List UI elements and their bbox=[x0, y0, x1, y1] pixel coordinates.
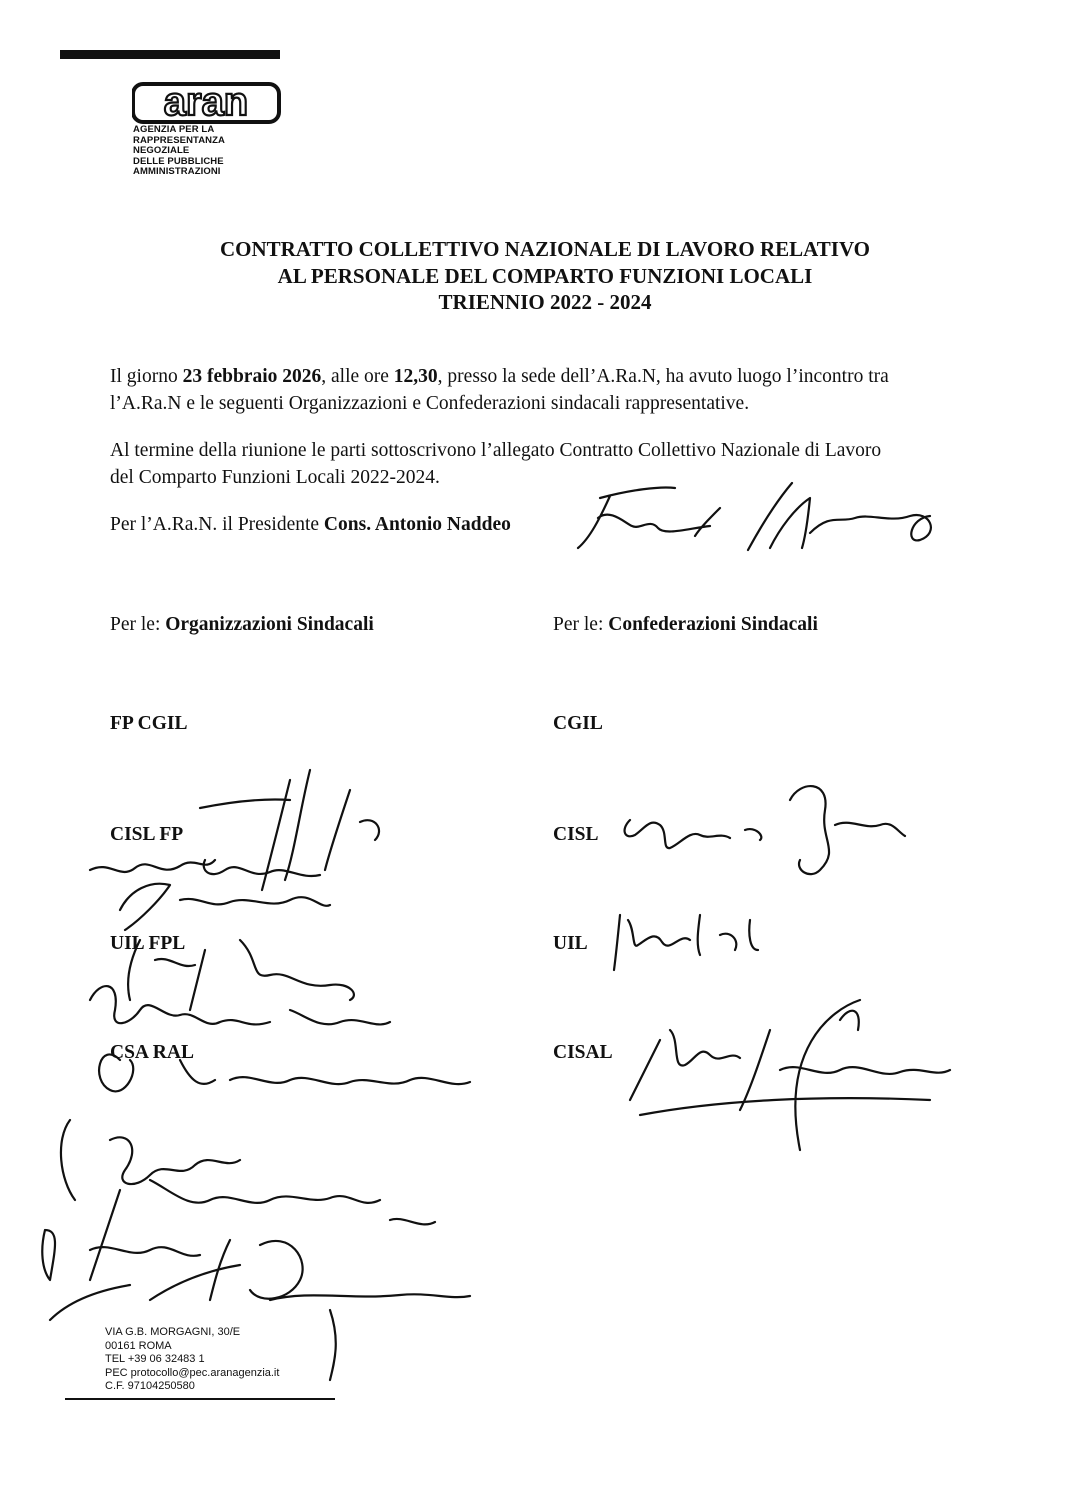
agency-line: RAPPRESENTANZA bbox=[133, 134, 226, 146]
agency-line: AGENZIA PER LA bbox=[133, 124, 215, 135]
confederation-cisl: CISL bbox=[553, 824, 599, 845]
meeting-date: 23 febbraio 2026 bbox=[182, 366, 322, 387]
left-column-heading bbox=[110, 614, 374, 636]
confederation-cisal: CISAL bbox=[553, 1042, 613, 1063]
union-csa-ral: CSA RAL bbox=[110, 1042, 194, 1063]
intro-paragraph bbox=[110, 364, 990, 417]
heading-prefix: Per le: bbox=[110, 614, 166, 635]
union-uil-fpl: UIL FPL bbox=[110, 933, 186, 954]
agency-line: NEGOZIALE bbox=[133, 145, 190, 156]
header-rule bbox=[60, 50, 280, 59]
confederation-uil: UIL bbox=[553, 933, 588, 954]
heading-text: Organizzazioni Sindacali bbox=[165, 614, 374, 635]
intro-text: Il giorno bbox=[110, 366, 183, 387]
union-fp-cgil: FP CGIL bbox=[110, 713, 188, 734]
closing-text: del Comparto Funzioni Locali 2022-2024. bbox=[110, 466, 440, 488]
agency-line: AMMINISTRAZIONI bbox=[133, 166, 221, 177]
logo-text: aran bbox=[163, 80, 249, 124]
heading-text: Confederazioni Sindacali bbox=[608, 614, 818, 635]
document-title bbox=[110, 236, 980, 316]
footer-line: TEL +39 06 32483 1 bbox=[105, 1353, 205, 1365]
title-line-2: AL PERSONALE DEL COMPARTO FUNZIONI LOCALI bbox=[277, 263, 813, 288]
title-line-1: CONTRATTO COLLETTIVO NAZIONALE DI LAVORO RELATIVO bbox=[219, 237, 871, 261]
footer-line: 00161 ROMA bbox=[105, 1339, 172, 1352]
president-name: Cons. Antonio Naddeo bbox=[323, 514, 511, 535]
heading-prefix: Per le: bbox=[553, 614, 609, 635]
president-signature bbox=[570, 478, 950, 558]
agency-line: DELLE PUBBLICHE bbox=[133, 155, 224, 167]
union-cisl-fp: CISL FP bbox=[110, 824, 184, 845]
title-line-3: TRIENNIO 2022 - 2024 bbox=[438, 290, 652, 314]
meeting-time: 12,30 bbox=[393, 366, 438, 387]
confederation-cgil: CGIL bbox=[553, 713, 603, 734]
footer-line: C.F. 97104250580 bbox=[105, 1380, 195, 1392]
agency-name bbox=[133, 125, 225, 178]
intro-text: l’A.Ra.N e le seguenti Organizzazioni e Confederazioni sindacali rappresentative. bbox=[110, 392, 750, 414]
footer-line: VIA G.B. MORGAGNI, 30/E bbox=[105, 1326, 241, 1338]
right-column-heading bbox=[553, 614, 818, 636]
president-line bbox=[110, 514, 511, 536]
intro-text: , alle ore bbox=[321, 366, 394, 387]
aran-logo bbox=[132, 78, 282, 130]
right-signatures bbox=[600, 770, 980, 1140]
footer-address bbox=[105, 1326, 279, 1394]
footer-line: PEC protocollo@pec.aranagenzia.it bbox=[105, 1366, 280, 1379]
president-prefix: Per l’A.Ra.N. il Presidente bbox=[110, 514, 324, 535]
intro-text: , presso la sede dell’A.Ra.N, ha avuto luogo l’incontro tra bbox=[437, 366, 889, 387]
footer-rule bbox=[65, 1398, 335, 1400]
closing-text: Al termine della riunione le parti sottoscrivono l’allegato Contratto Collettivo Nazionale di Lavoro bbox=[110, 440, 882, 461]
left-signatures bbox=[30, 760, 490, 1380]
